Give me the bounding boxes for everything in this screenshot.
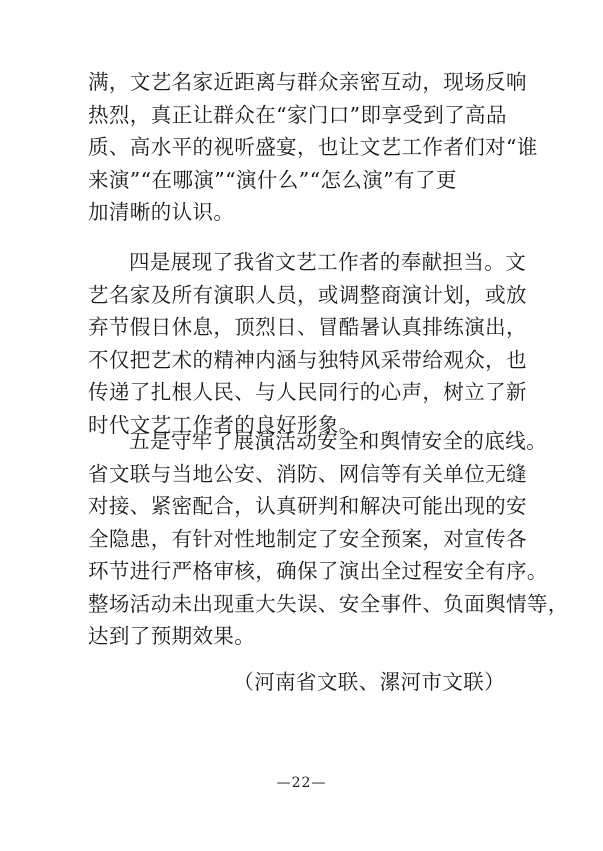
paragraph-point-five (88, 425, 569, 653)
text-line: 热烈，真正让群众在“家门口”即享受到了高品 (88, 102, 507, 127)
text-line: 四是展现了我省文艺工作者的奉献担当。文 (129, 250, 527, 274)
paragraph-continuation (88, 66, 538, 229)
text-line: 环节进行严格审核，确保了演出全过程安全有序。 (88, 559, 548, 583)
text-line: 来演”“在哪演”“演什么”“怎么演”有了更 (88, 167, 457, 192)
text-line: 时代文艺工作者的良好形象。 (88, 412, 360, 437)
text-line: 对接、紧密配合，认真研判和解决可能出现的安 (88, 494, 527, 518)
paragraph-point-four (88, 246, 527, 441)
text-line: 质、高水平的视听盛宴，也让文艺工作者们对“谁 (88, 135, 538, 159)
text-line: 艺名家及所有演职人员，或调整商演计划，或放 (88, 282, 527, 307)
text-line: 达到了预期效果。 (88, 624, 256, 648)
source-attribution: （河南省文联、漯河市文联） (233, 670, 505, 694)
text-line: 整场活动未出现重大失误、安全事件、负面舆情等， (88, 591, 569, 616)
text-line: 加清晰的认识。 (88, 200, 235, 224)
page-number: —22— (276, 775, 327, 791)
text-line: 满，文艺名家近距离与群众亲密互动，现场反响 (88, 70, 527, 94)
text-line: 五是守牢了展演活动安全和舆情安全的底线。 (129, 429, 547, 453)
text-line: 传递了扎根人民、与人民同行的心声，树立了新 (88, 380, 527, 404)
text-line: 省文联与当地公安、消防、网信等有关单位无缝 (88, 461, 527, 486)
text-line: 不仅把艺术的精神内涵与独特风采带给观众，也 (88, 347, 527, 372)
text-line: 弃节假日休息，顶烈日、冒酷暑认真排练演出， (88, 315, 527, 339)
text-line: 全隐患，有针对性地制定了安全预案，对宣传各 (88, 526, 527, 551)
